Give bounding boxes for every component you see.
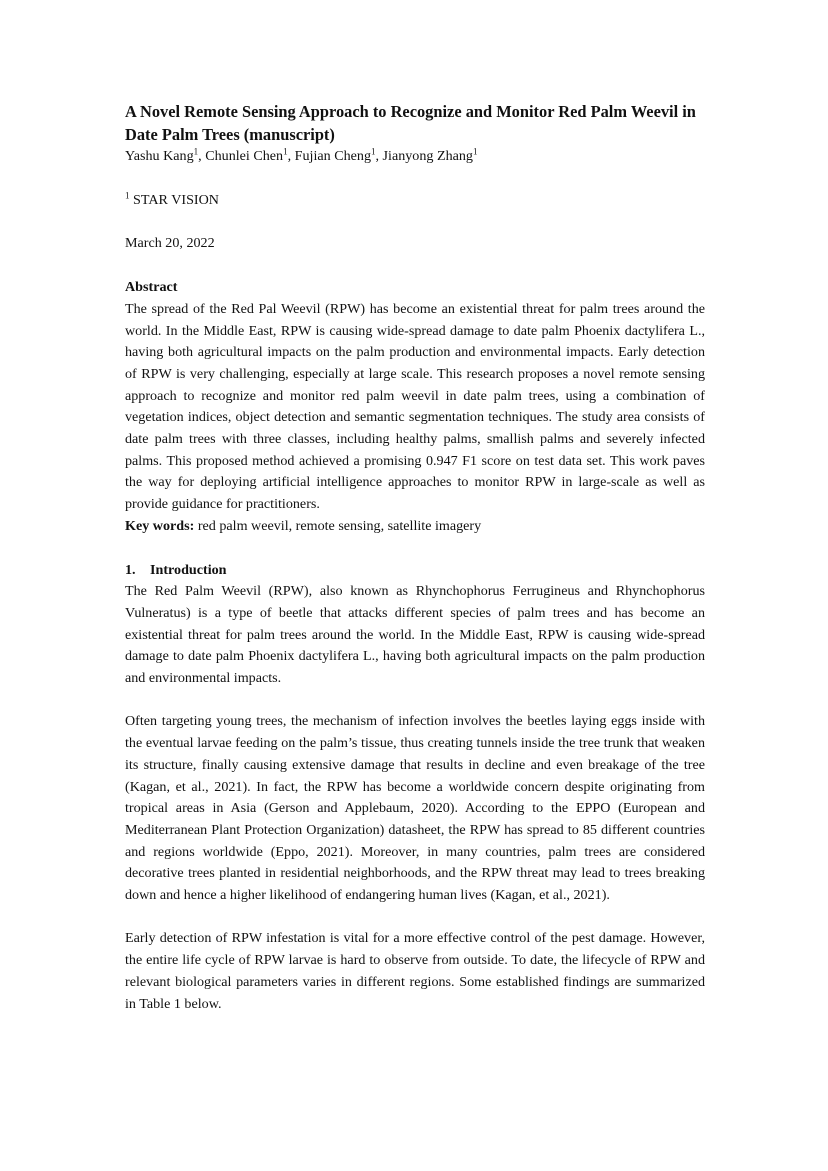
paper-page [125,100,705,1015]
affiliation-name: STAR VISION [133,191,219,208]
manuscript-date: March 20, 2022 [125,235,215,252]
affiliation-marker: 1 [125,190,130,201]
keywords [125,516,705,538]
affiliation [125,190,705,212]
author-name: Fujian Cheng [294,148,371,164]
author-affil-marker: 1 [283,146,288,157]
author-affil-marker: 1 [193,146,199,157]
author-affil-marker: 1 [371,146,376,157]
paper-title: A Novel Remote Sensing Approach to Recognize and Monitor Red Palm Weevil in Date Palm Trees (manuscript) [125,102,696,144]
author-affil-marker: 1 [472,146,478,157]
keywords-text: red palm weevil, remote sensing, satellite imagery [197,517,482,534]
keywords-label: Key words: [125,517,195,534]
section-title: Introduction [150,561,227,578]
section-heading-introduction [125,560,705,582]
section-number: 1. [125,561,136,578]
intro-paragraph-1: The Red Palm Weevil (RPW), also known as Rhynchophorus Ferrugineus and Rhynchophorus Vulneratus) is a type of beetle that attacks different species of palm trees and has become an existential threat for palm trees around the world. In the Middle East, RPW is causing wide-spread damage to date palm Phoenix dactylifera L., having both agricultural impacts on the palm production and environmental impacts. [125,583,705,687]
abstract-heading: Abstract [125,279,178,296]
intro-paragraph-3: Early detection of RPW infestation is vital for a more effective control of the pest damage. However, the entire life cycle of RPW larvae is hard to observe from outside. To date, the lifecycle of RPW and relevant biological parameters varies in different regions. Some established findings are summarized in Table 1 below. [125,930,705,1012]
author-name: Chunlei Chen [205,148,284,164]
abstract-text: The spread of the Red Pal Weevil (RPW) has become an existential threat for palm trees around the world. In the Middle East, RPW is causing wide-spread damage to date palm Phoenix dactylifera L., having both agricultural impacts on the palm production and environmental impacts. Early detection of RPW is very challenging, especially at large scale. This research proposes a novel remote sensing approach to recognize and monitor red palm weevil in date palm trees, using a combination of vegetation indices, object detection and semantic segmentation techniques. The study area consists of date palm trees with three classes, including healthy palms, smallish palms and severely infected palms. This proposed method achieved a promising 0.947 F1 score on test data set. This work paves the way for deploying artificial intelligence approaches to monitor RPW in large-scale as well as provide guidance for practitioners. [125,300,705,513]
author-name: Yashu Kang [125,148,194,164]
author-list: Yashu Kang$^1$, Chunlei Chen$^1$, Fujian Cheng$^1$, Jianyong Zhang$^1$ [125,146,478,164]
author-name: Jianyong Zhang [382,148,473,164]
intro-paragraph-2: Often targeting young trees, the mechanism of infection involves the beetles laying eggs inside with the eventual larvae feeding on the palm’s tissue, thus creating tunnels inside the tree trunk that weaken its structure, finally causing extensive damage that results in decline and even breakage of the tree (Kagan, et al., 2021). In fact, the RPW has become a worldwide concern despite originating from tropical areas in Asia (Gerson and Applebaum, 2020). According to the EPPO (European and Mediterranean Plant Protection Organization) datasheet, the RPW has spread to 85 different countries and regions worldwide (Eppo, 2021). Moreover, in many countries, palm trees are considered decorative trees planted in residential neighborhoods, and the RPW threat may lead to trees breaking down and hence a higher likelihood of endangering human lives (Kagan, et al., 2021). [125,713,705,904]
